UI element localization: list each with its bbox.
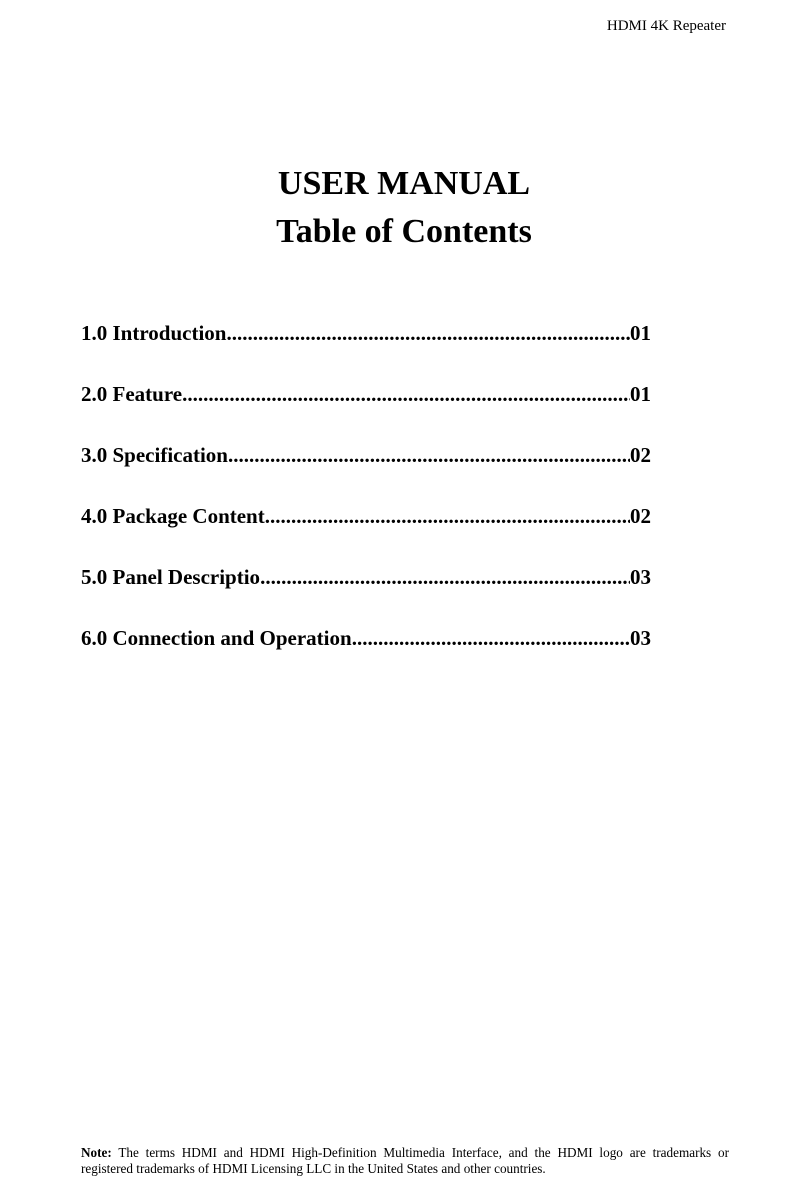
toc-entry-specification[interactable]	[81, 440, 651, 501]
note-label: Note:	[81, 1145, 112, 1160]
running-header: HDMI 4K Repeater	[606, 18, 726, 34]
document-title: USER MANUAL	[277, 165, 531, 202]
toc-page-number: 02	[630, 504, 651, 528]
toc-page-number: 03	[630, 626, 651, 650]
toc-page-number: 01	[630, 321, 651, 345]
toc-entry-feature[interactable]	[81, 379, 651, 440]
trademark-note	[81, 1145, 729, 1177]
toc-entry-introduction[interactable]	[81, 318, 651, 379]
toc-dot-leader	[260, 562, 630, 592]
toc-dot-leader	[226, 318, 630, 348]
toc-entry-connection-operation[interactable]	[81, 623, 651, 684]
toc-dot-leader	[265, 501, 630, 531]
toc-entry-title: 6.0 Connection and Operation	[81, 626, 352, 650]
toc-entry-title: 2.0 Feature	[81, 382, 183, 406]
toc-page-number: 01	[630, 382, 651, 406]
toc-page-number: 03	[630, 565, 651, 589]
toc-entry-package-content[interactable]	[81, 501, 651, 562]
note-text: The terms HDMI and HDMI High-Definition Multimedia Interface, and the HDMI logo are trademarks or registered trademarks of HDMI Licensing LLC in the United States and other countries.	[81, 1145, 729, 1176]
toc-dot-leader	[352, 623, 630, 653]
toc-entry-title: 1.0 Introduction	[81, 321, 227, 345]
toc-heading: Table of Contents	[276, 213, 532, 250]
title-block	[0, 160, 808, 256]
toc-page-number: 02	[630, 443, 651, 467]
toc-dot-leader	[228, 440, 630, 470]
toc-entry-title: 4.0 Package Content	[81, 504, 265, 528]
table-of-contents	[81, 318, 651, 684]
toc-entry-title: 5.0 Panel Descriptio	[81, 565, 261, 589]
toc-dot-leader	[182, 379, 630, 409]
toc-entry-panel-description[interactable]	[81, 562, 651, 623]
toc-entry-title: 3.0 Specification	[81, 443, 228, 467]
